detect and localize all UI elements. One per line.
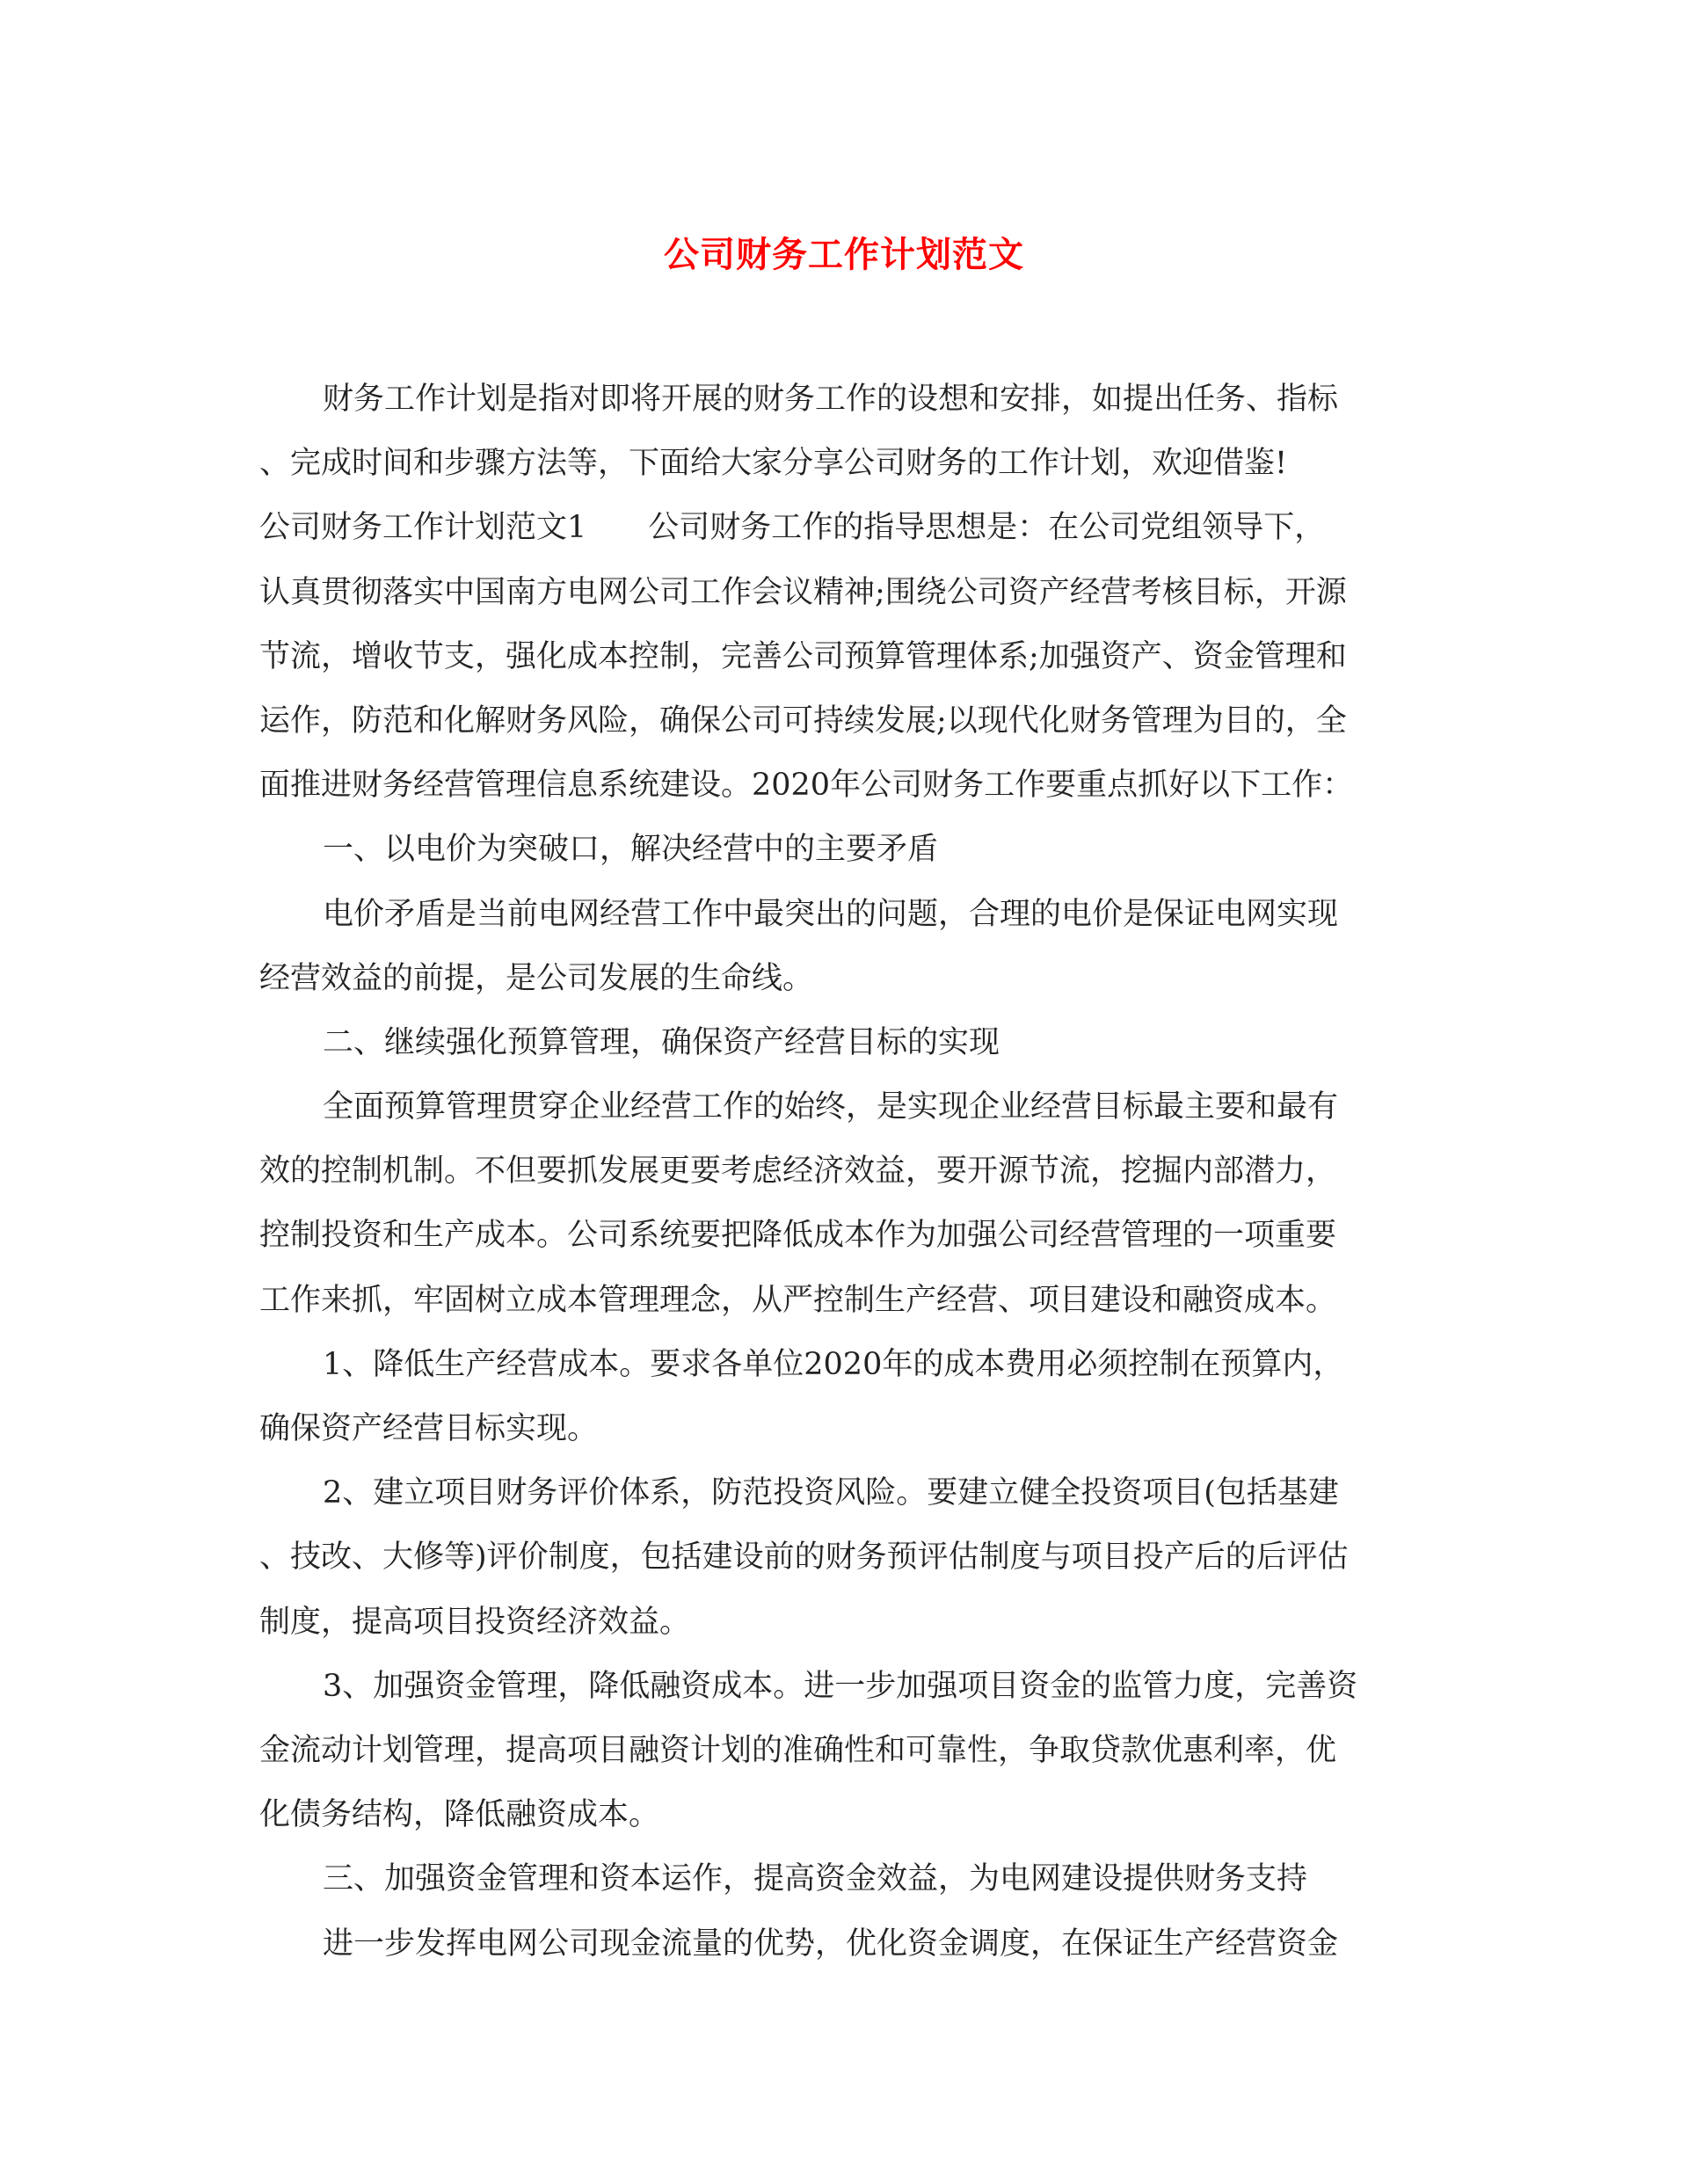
paragraph-text-inline: 公司财务工作的指导思想是：在公司党组领导下， <box>648 510 1326 546</box>
section-heading: 三、加强资金管理和资本运作，提高资金效益，为电网建设提供财务支持 <box>323 1861 1308 1897</box>
paragraph-line: 全面预算管理贯穿企业经营工作的始终，是实现企业经营目标最主要和最有 <box>323 1089 1339 1125</box>
paragraph-line: 工作来抓，牢固树立成本管理理念，从严控制生产经营、项目建设和融资成本。 <box>259 1282 1337 1318</box>
paragraph-line: 经营效益的前提，是公司发展的生命线。 <box>259 960 814 996</box>
paragraph-line: 、技改、大修等)评价制度，包括建设前的财务预评估制度与项目投产后的后评估 <box>259 1540 1349 1576</box>
paragraph-line <box>259 496 1434 560</box>
list-item-line: 2、建立项目财务评价体系，防范投资风险。要建立健全投资项目(包括基建 <box>323 1475 1339 1511</box>
list-item-line: 1、降低生产经营成本。要求各单位2020年的成本费用必须控制在预算内， <box>323 1346 1344 1382</box>
paragraph-line: 确保资产经营目标实现。 <box>259 1411 599 1446</box>
paragraph-line: 效的控制机制。不但要抓发展更要考虑经济效益，要开源节流，挖掘内部潜力， <box>259 1154 1337 1190</box>
document-body <box>259 368 1434 1977</box>
paragraph-line: 控制投资和生产成本。公司系统要把降低成本作为加强公司经营管理的一项重要 <box>259 1218 1337 1254</box>
section-heading-inline: 公司财务工作计划范文1 <box>259 510 587 546</box>
paragraph-line: 化债务结构，降低融资成本。 <box>259 1797 660 1833</box>
list-item-line: 3、加强资金管理，降低融资成本。进一步加强项目资金的监管力度，完善资 <box>323 1668 1358 1704</box>
section-heading: 一、以电价为突破口，解决经营中的主要矛盾 <box>323 832 939 868</box>
section-heading: 二、继续强化预算管理，确保资产经营目标的实现 <box>323 1024 1000 1060</box>
paragraph-line: 电价矛盾是当前电网经营工作中最突出的问题，合理的电价是保证电网实现 <box>323 896 1339 932</box>
paragraph-line: 认真贯彻落实中国南方电网公司工作会议精神;围绕公司资产经营考核目标，开源 <box>259 574 1347 610</box>
paragraph-line: 金流动计划管理，提高项目融资计划的准确性和可靠性，争取贷款优惠利率，优 <box>259 1732 1337 1768</box>
paragraph-line: 面推进财务经营管理信息系统建设。2020年公司财务工作要重点抓好以下工作： <box>259 768 1354 804</box>
document-title: 公司财务工作计划范文 <box>664 234 1024 275</box>
paragraph-line: 运作，防范和化解财务风险，确保公司可持续发展;以现代化财务管理为目的，全 <box>259 703 1347 739</box>
paragraph-line: 、完成时间和步骤方法等，下面给大家分享公司财务的工作计划，欢迎借鉴! <box>259 446 1288 482</box>
paragraph-line: 进一步发挥电网公司现金流量的优势，优化资金调度，在保证生产经营资金 <box>323 1926 1339 1962</box>
paragraph-line: 节流，增收节支，强化成本控制，完善公司预算管理体系;加强资产、资金管理和 <box>259 638 1347 674</box>
paragraph-line: 财务工作计划是指对即将开展的财务工作的设想和安排，如提出任务、指标 <box>323 382 1339 417</box>
paragraph-line: 制度，提高项目投资经济效益。 <box>259 1604 691 1640</box>
